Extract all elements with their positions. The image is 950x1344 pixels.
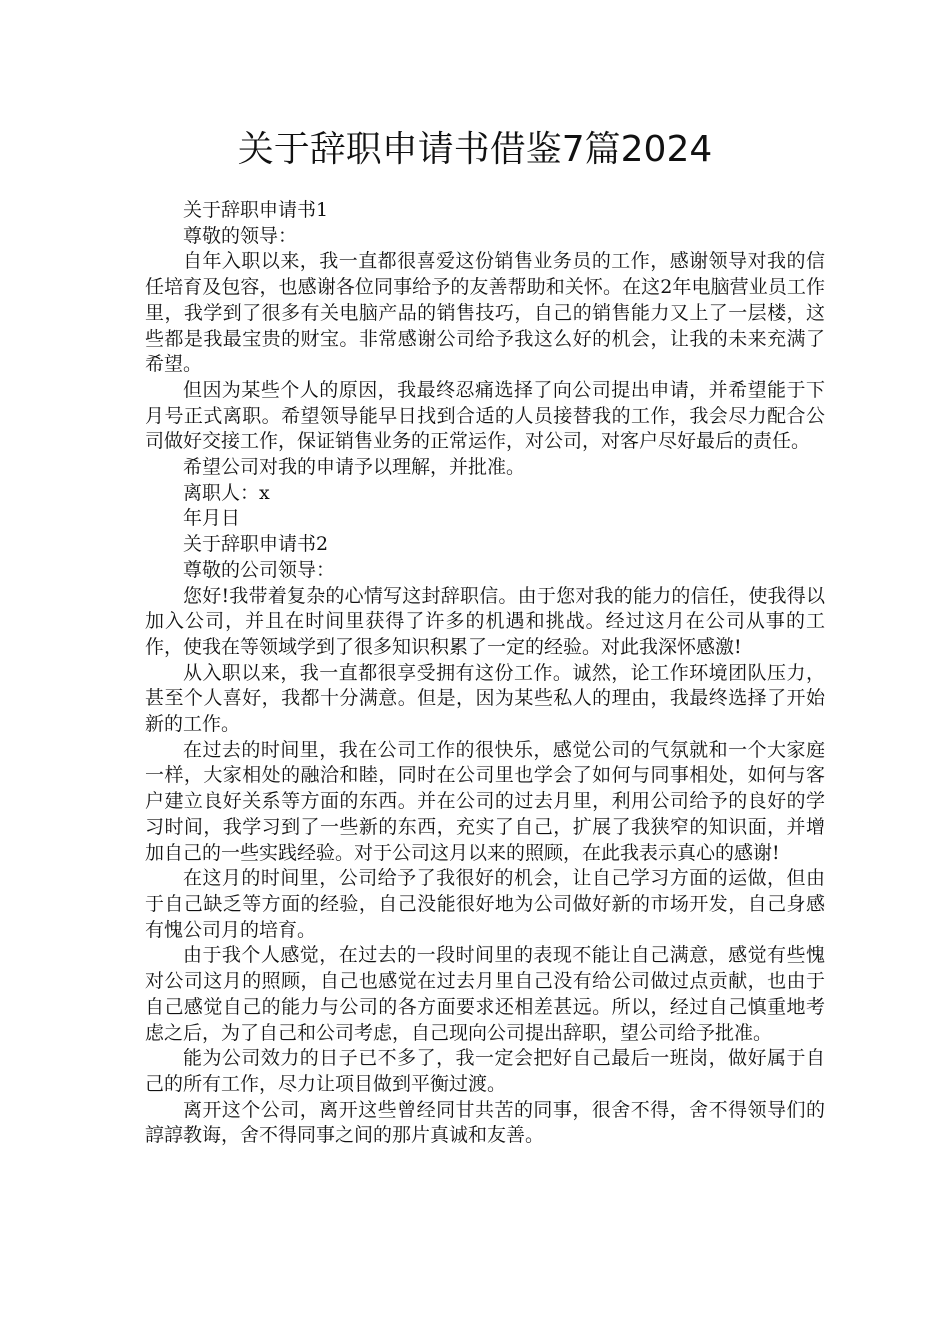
salutation-1: 尊敬的领导：	[183, 224, 298, 247]
paragraph: 在过去的时间里，我在公司工作的很快乐，感觉公司的气氛就和一个大家庭一样，大家相处的融洽和睦，同时在公司里也学会了如何与同事相处，如何与客户建立良好关系等方面的东西。并在公司的过去月里，利用公司给予的良好的学习时间，我学习到了一些新的东西，充实了自己，扩展了我狭窄的知识面，并增加自己的一些实践经验。对于公司这月以来的照顾，在此我表示真心的感谢!	[145, 738, 825, 864]
paragraph: 在这月的时间里，公司给予了我很好的机会，让自己学习方面的运做，但由于自己缺乏等方面的经验，自己没能很好地为公司做好新的市场开发，自己身感有愧公司月的培育。	[145, 867, 825, 941]
paragraph: 希望公司对我的申请予以理解，并批准。	[183, 456, 526, 479]
salutation-2: 尊敬的公司领导：	[183, 558, 336, 581]
paragraph: 自年入职以来，我一直都很喜爱这份销售业务员的工作，感谢领导对我的信任培育及包容，也感谢各位同事给予的友善帮助和关怀。在这2年电脑营业员工作里，我学到了很多有关电脑产品的销售技巧，自己的销售能力又上了一层楼，这些都是我最宝贵的财宝。非常感谢公司给予我这么好的机会，让我的未来充满了希望。	[145, 250, 825, 376]
letter-heading-2: 关于辞职申请书2	[183, 533, 329, 556]
date-line: 年月日	[183, 507, 241, 530]
paragraph: 离开这个公司，离开这些曾经同甘共苦的同事，很舍不得，舍不得领导们的諄諄教诲，舍不得同事之间的那片真诚和友善。	[145, 1098, 825, 1147]
paragraph: 您好!我带着复杂的心情写这封辞职信。由于您对我的能力的信任，使我得以加入公司，并且在时间里获得了许多的机遇和挑战。经过这月在公司从事的工作，使我在等领域学到了很多知识积累了一定的经验。对此我深怀感激!	[145, 584, 825, 658]
document-body	[145, 198, 825, 1149]
document-title: 关于辞职申请书借鉴7篇2024	[237, 129, 713, 170]
letter-heading-1: 关于辞职申请书1	[183, 199, 329, 221]
paragraph: 但因为某些个人的原因，我最终忍痛选择了向公司提出申请，并希望能于下月号正式离职。希望领导能早日找到合适的人员接替我的工作，我会尽力配合公司做好交接工作，保证销售业务的正常运作，对公司，对客户尽好最后的责任。	[145, 378, 825, 453]
paragraph: 从入职以来，我一直都很享受拥有这份工作。诚然，论工作环境团队压力，甚至个人喜好，我都十分满意。但是，因为某些私人的理由，我最终选择了开始新的工作。	[145, 661, 825, 736]
signature-line: 离职人：x	[183, 481, 270, 504]
paragraph: 能为公司效力的日子已不多了，我一定会把好自己最后一班岗，做好属于自己的所有工作，尽力让项目做到平衡过渡。	[145, 1047, 825, 1095]
paragraph: 由于我个人感觉，在过去的一段时间里的表现不能让自己满意，感觉有些愧对公司这月的照顾，自己也感觉在过去月里自己没有给公司做过点贡献，也由于自己感觉自己的能力与公司的各方面要求还相差甚远。所以，经过自己慎重地考虑之后，为了自己和公司考虑，自己现向公司提出辞职，望公司给予批准。	[145, 944, 825, 1044]
